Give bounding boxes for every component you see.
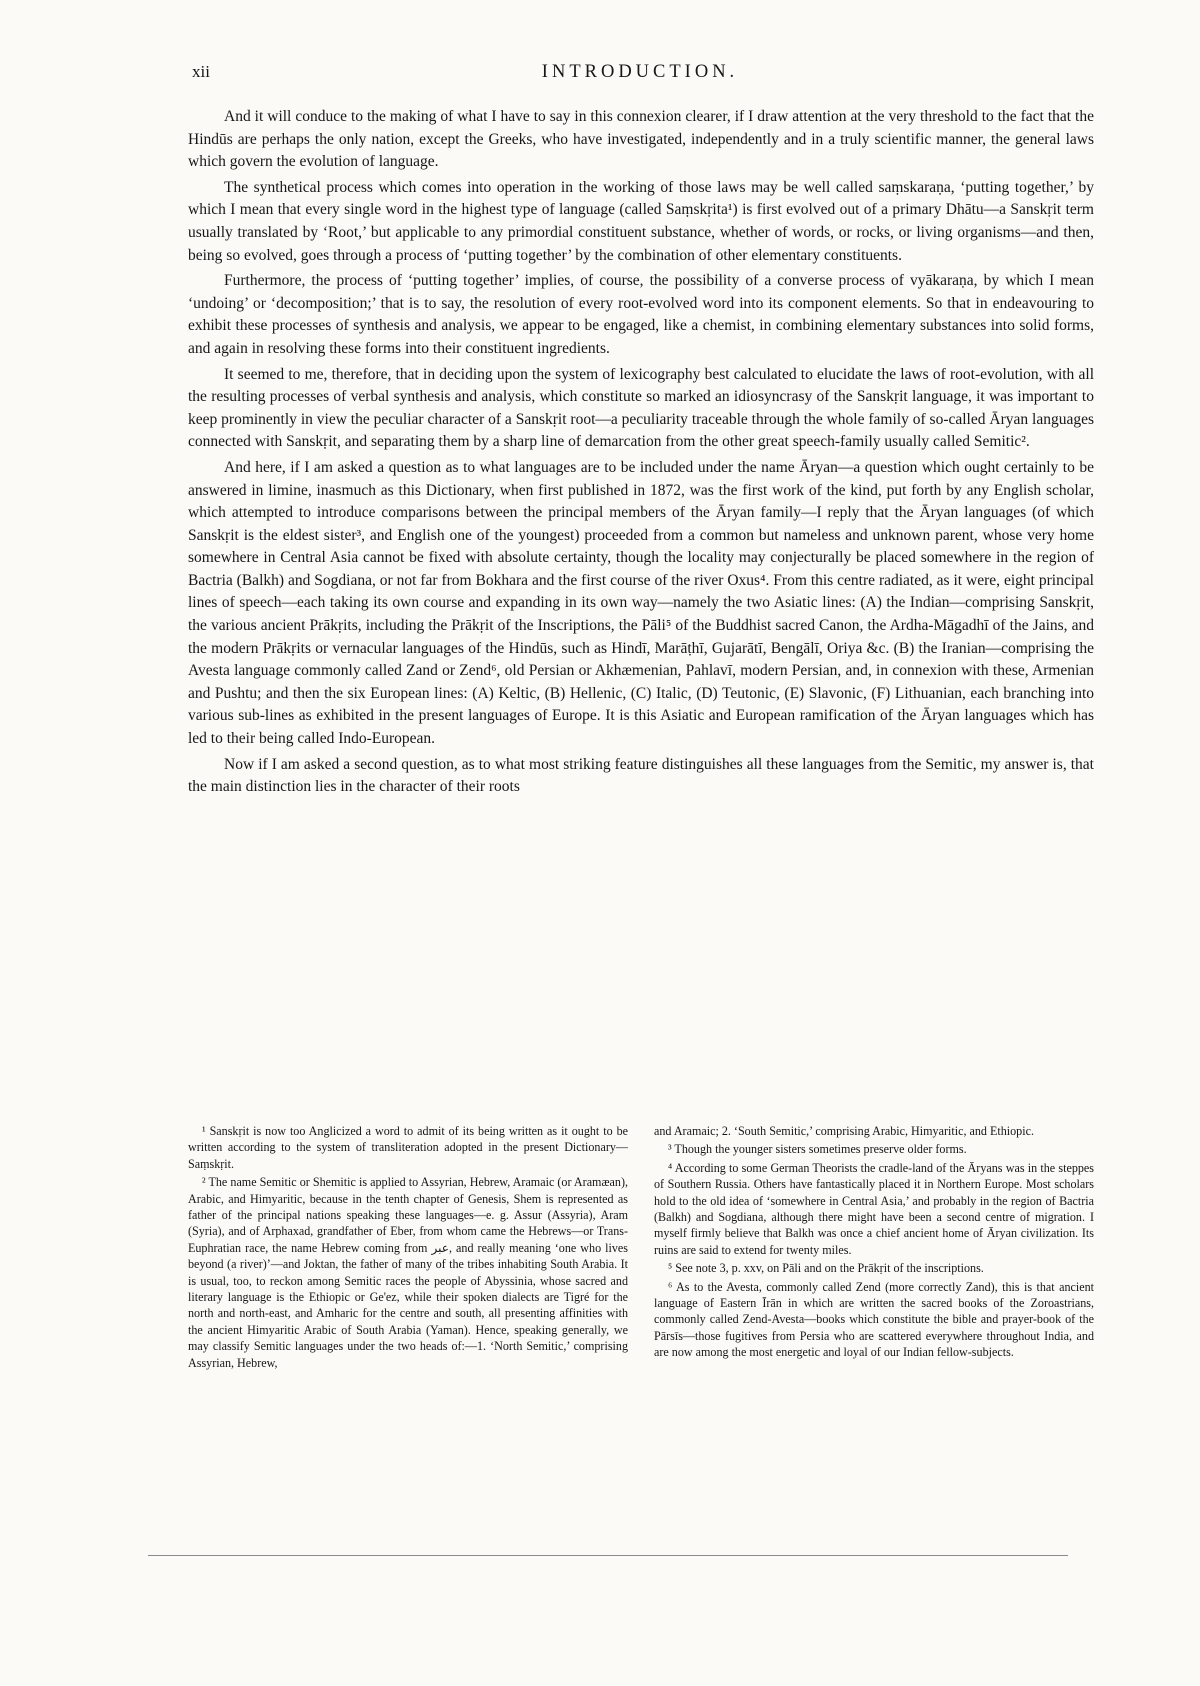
footnote: ⁶ As to the Avesta, commonly called Zend (more correctly Zand), this is that ancient language of Eastern Īrān in which are written the sacred books of the Zoroastrians, commonly called Zend-Avesta—books which constitute the bible and prayer-book of the Pārsīs—those fugitives from Persia who are scattered everywhere throughout India, and are now among the most energetic and loyal of our Indian fellow-subjects. [654, 1279, 1094, 1360]
page-title: INTRODUCTION. [541, 62, 739, 82]
paragraph: It seemed to me, therefore, that in deciding upon the system of lexicography best calculated to elucidate the laws of root-evolution, with all the resulting processes of verbal synthesis and analysis, which constitute so marked an idiosyncrasy of the Sanskṛit language, it was important to keep prominently in view the peculiar character of a Sanskṛit root—a peculiarity traceable through the whole family of so-called Āryan languages connected with Sanskṛit, and separating them by a sharp line of demarcation from the other great speech-family usually called Semitic². [188, 365, 1094, 451]
main-text [188, 106, 1094, 802]
footnotes-right-column [654, 1123, 1094, 1373]
footnote: ³ Though the younger sisters sometimes preserve older forms. [668, 1142, 967, 1157]
paragraph: And it will conduce to the making of what I have to say in this connexion clearer, if I draw attention at the very threshold to the fact that the Hindūs are perhaps the only nation, except the Greeks, who have investigated, independently and in a truly scientific manner, the general laws which govern the evolution of language. [188, 108, 1094, 171]
footnote: ⁵ See note 3, p. xxv, on Pāli and on the Prākṛit of the inscriptions. [668, 1261, 984, 1276]
paragraph: Now if I am asked a second question, as to what most striking feature distinguishes all these languages from the Semitic, my answer is, that the main distinction lies in the character of their roots [188, 755, 1094, 796]
footnote: ⁴ According to some German Theorists the cradle-land of the Āryans was in the steppes of Southern Russia. Others have fantastically placed it in Northern Europe. Most scholars hold to the old idea of ‘somewhere in Central Asia,’ and probably in the region of Bactria (Balkh) and Sogdiana, although there might have been a second centre of migration. I myself firmly believe that Balkh was once a chief ancient home of Āryan civilization. Its ruins are said to extend for twenty miles. [654, 1160, 1094, 1257]
running-head [180, 62, 1100, 88]
footnote-continuation: and Aramaic; 2. ‘South Semitic,’ comprising Arabic, Himyaritic, and Ethiopic. [654, 1124, 1034, 1138]
page-number: xii [192, 62, 210, 81]
footnotes [188, 1123, 1094, 1373]
paragraph: The synthetical process which comes into operation in the working of those laws may be well called saṃskaraṇa, ‘putting together,’ by which I mean that every single word in the highest type of language (called Saṃskṛita¹) is first evolved out of a primary Dhātu—a Sanskṛit term usually translated by ‘Root,’ but applicable to any primordial constituent substance, whether of words, or rocks, or living organisms—and then, being so evolved, goes through a process of ‘putting together’ by the combination of other elementary constituents. [188, 178, 1094, 264]
paragraph: And here, if I am asked a question as to what languages are to be included under the name Āryan—a question which ought certainly to be answered in limine, inasmuch as this Dictionary, when first published in 1872, was the first work of the kind, put forth by any English scholar, which attempted to introduce comparisons between the principal members of the Āryan family—I reply that the Āryan languages (of which Sanskṛit is the eldest sister³, and English one of the youngest) proceeded from a common but nameless and unknown parent, whose very home somewhere in Central Asia cannot be fixed with absolute certainty, though the locality may conjecturally be placed somewhere in the region of Bactria (Balkh) and Sogdiana, or not far from Bokhara and the first course of the river Oxus⁴. From this centre radiated, as it were, eight principal lines of speech—each taking its own course and expanding in its own way—namely the two Asiatic lines: (A) the Indian—comprising Sanskṛit, the various ancient Prākṛits, including the Prākṛit of the Inscriptions, the Pāli⁵ of the Buddhist sacred Canon, the Ardha-Māgadhī of the Jains, and the modern Prākṛits or vernacular languages of the Hindūs, such as Hindī, Marāṭhī, Gujarātī, Bengālī, Oriya &c. (B) the Iranian—comprising the Avesta language commonly called Zand or Zend⁶, old Persian or Akhæmenian, Pahlavī, modern Persian, and, in connexion with these, Armenian and Pushtu; and then the six European lines: (A) Keltic, (B) Hellenic, (C) Italic, (D) Teutonic, (E) Slavonic, (F) Lithuanian, each branching into various sub-lines as exhibited in the present languages of Europe. It is this Asiatic and European ramification of the Āryan languages which has led to their being called Indo-European. [188, 458, 1094, 748]
footnote: ¹ Sanskṛit is now too Anglicized a word to admit of its being written as it ought to be written according to the system of transliteration adopted in the present Dictionary—Saṃskṛit. [188, 1124, 628, 1171]
footnotes-left-column [188, 1123, 628, 1373]
footnote: ² The name Semitic or Shemitic is applied to Assyrian, Hebrew, Aramaic (or Aramæan), Arabic, and Himyaritic, because in the tenth chapter of Genesis, Shem is represented as father of the principal nations speaking these languages—e. g. Assur (Assyria), Aram (Syria), and of Arphaxad, grandfather of Eber, from whom came the Hebrews—or Trans-Euphratian race, the name Hebrew coming from عبر, and really meaning ‘one who lives beyond (a river)’—and Joktan, the father of many of the tribes inhabiting South Arabia. It is usual, too, to reckon among Semitic races the people of Abyssinia, whose sacred and literary language is the Ethiopic or Ge'ez, while their spoken dialects are Tigré for the north and north-east, and Amharic for the centre and south, all presenting affinities with the ancient Himyaritic Arabic of South Arabia (Yaman). Hence, speaking generally, we may classify Semitic languages under the two heads of:—1. ‘North Semitic,’ comprising Assyrian, Hebrew, [188, 1175, 628, 1370]
paragraph: Furthermore, the process of ‘putting together’ implies, of course, the possibility of a converse process of vyākaraṇa, by which I mean ‘undoing’ or ‘decomposition;’ that is to say, the resolution of every root-evolved word into its component elements. So that in endeavouring to exhibit these processes of synthesis and analysis, we appear to be engaged, like a chemist, in combining elementary substances into solid forms, and again in resolving these forms into their constituent ingredients. [188, 272, 1094, 357]
bottom-rule [148, 1555, 1068, 1556]
